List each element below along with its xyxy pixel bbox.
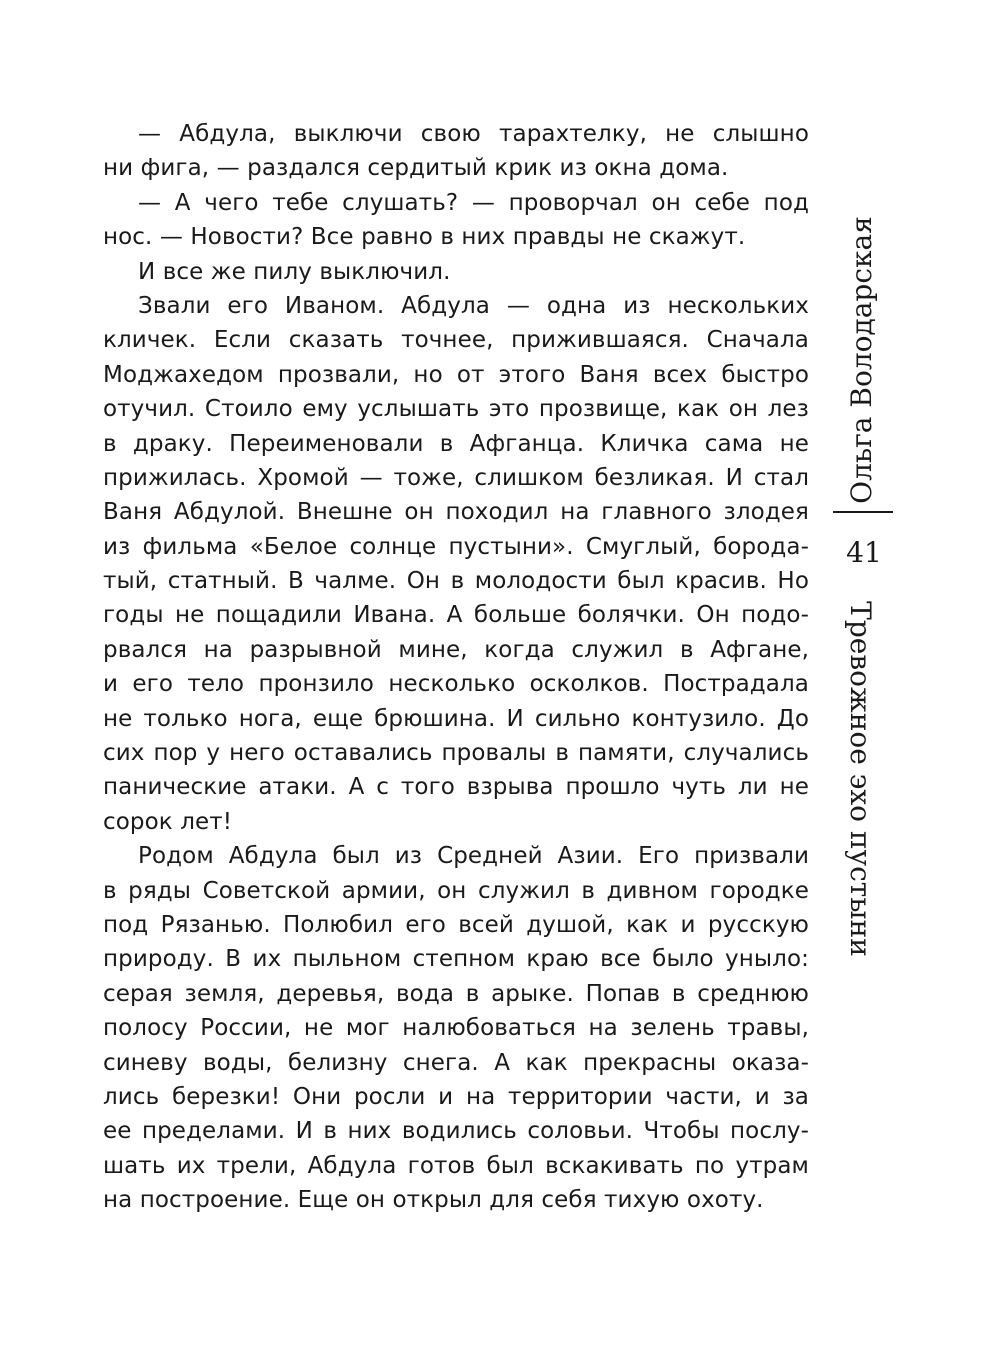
- text-line: серая земля, деревья, вода в арыке. Попав в среднюю: [103, 980, 809, 1007]
- text-line: ни фига, — раздался сердитый крик из окна дома.: [103, 155, 729, 182]
- text-line: не только нога, еще брюшина. И сильно контузило. До: [103, 705, 809, 732]
- text-line: — Абдула, выключи свою тарахтелку, не слышно: [138, 121, 809, 147]
- text-line: прижилась. Хромой — тоже, слишком безликая. И стал: [103, 464, 809, 491]
- page-number: 41: [846, 536, 882, 569]
- body-text: [103, 117, 809, 1218]
- text-line: в ряды Советской армии, он служил в дивном городке: [103, 877, 809, 904]
- text-line: Ваня Абдулой. Внешне он походил на главного злодея: [103, 499, 809, 526]
- text-line: сорок лет!: [103, 808, 233, 835]
- text-line: панические атаки. А с того взрыва прошло чуть ли не: [103, 774, 809, 801]
- text-line: полосу России, не мог налюбоваться на зелень травы,: [103, 1015, 809, 1042]
- text-line: — А чего тебе слушать? — проворчал он себе под: [138, 189, 809, 216]
- text-line: лись березки! Они росли и на территории части, и за: [103, 1083, 809, 1110]
- text-line: синеву воды, белизну снега. А как прекрасны оказа-: [103, 1049, 809, 1076]
- text-line: годы не пощадили Ивана. А больше болячки. Он подо-: [103, 602, 809, 629]
- text-line: тый, статный. В чалме. Он в молодости был красив. Но: [103, 568, 809, 595]
- text-line: Звали его Иваном. Абдула — одна из нескольких: [138, 292, 809, 319]
- text-line: Родом Абдула был из Средней Азии. Его призвали: [138, 843, 809, 870]
- text-line: на построение. Еще он открыл для себя тихую охоту.: [103, 1187, 764, 1214]
- text-line: рвался на разрывной мине, когда служил в Афгане,: [103, 636, 809, 663]
- text-line: сих пор у него оставались провалы в памяти, случались: [103, 740, 809, 767]
- running-head-title: Тревожное эхо пустыни: [844, 601, 877, 957]
- folio-rule: [833, 511, 893, 513]
- text-line: в драку. Переименовали в Афганца. Кличка сама не: [103, 430, 809, 457]
- running-head-author: Ольга Володарская: [845, 216, 878, 504]
- text-line: кличек. Если сказать точнее, прижившаяся. Сначала: [103, 327, 809, 354]
- text-line: шать их трели, Абдула готов был вскакивать по утрам: [103, 1152, 809, 1179]
- text-line: нос. — Новости? Все равно в них правды не скажут.: [103, 224, 746, 251]
- text-line: И все же пилу выключил.: [138, 258, 451, 285]
- text-line: ее пределами. И в них водились соловьи. Чтобы послу-: [103, 1118, 809, 1145]
- text-line: природу. В их пыльном степном краю все было уныло:: [103, 946, 809, 973]
- text-line: Моджахедом прозвали, но от этого Ваня всех быстро: [103, 361, 809, 388]
- text-line: отучил. Стоило ему услышать это прозвище, как он лез: [103, 396, 809, 423]
- text-line: из фильма «Белое солнце пустыни». Смуглый, борода-: [103, 533, 809, 560]
- text-line: и его тело пронзило несколько осколков. Пострадала: [103, 671, 809, 698]
- text-line: под Рязанью. Полюбил его всей душой, как и русскую: [103, 911, 809, 938]
